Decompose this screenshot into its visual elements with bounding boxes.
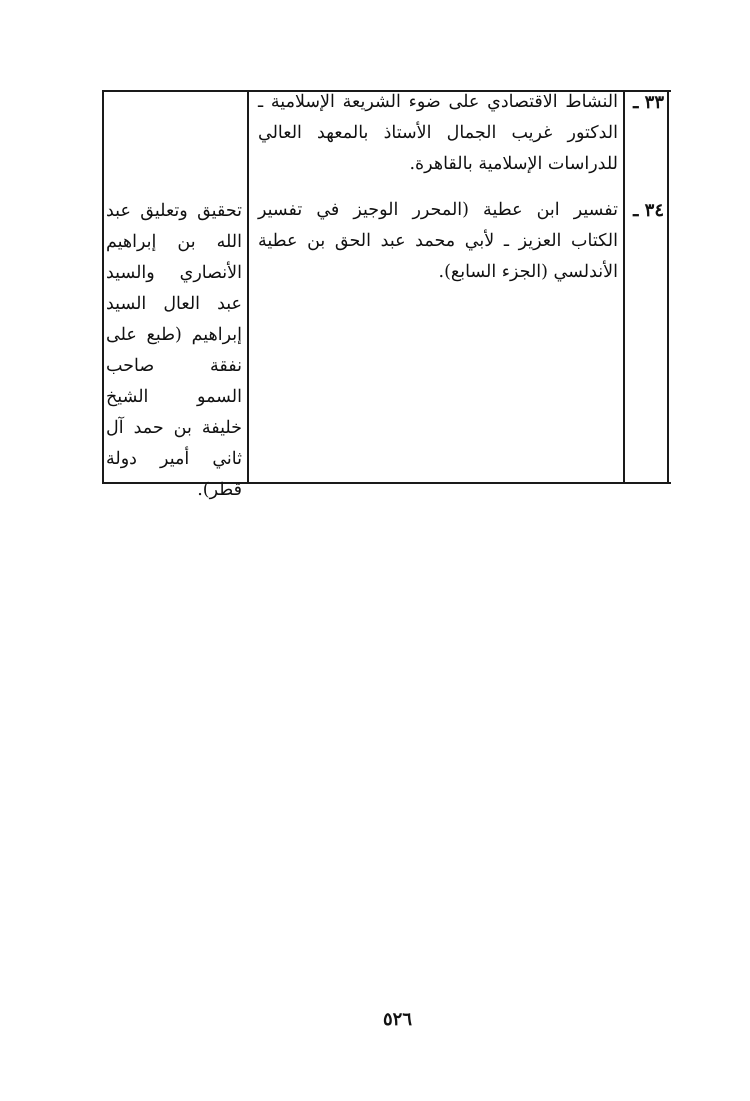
column-divider-right: [667, 90, 669, 484]
page-number: ٥٢٦: [382, 1009, 412, 1030]
entry-number: ٣٣ ـ: [633, 92, 664, 113]
column-divider-notes: [247, 90, 249, 484]
entry-title: تفسير ابن عطية (المحرر الوجيز في تفسير الكتاب العزيز ـ لأبي محمد عبد الحق بن عطية الأندلسي (الجزء السابع).: [258, 200, 618, 282]
entry-notes: تحقيق وتعليق عبد الله بن إبراهيم الأنصاري والسيد عبد العال السيد إبراهيم (طبع على نفقة صاحب السمو الشيخ خليفة بن حمد آل ثاني أمير دولة قطر).: [106, 201, 242, 500]
column-divider-left: [102, 90, 104, 484]
entry-number: ٣٤ ـ: [633, 200, 664, 221]
entry-title: النشاط الاقتصادي على ضوء الشريعة الإسلامية ـ الدكتور غريب الجمال الأستاذ بالمعهد العالي للدراسات الإسلامية بالقاهرة.: [258, 92, 618, 174]
column-divider-title: [623, 90, 625, 484]
